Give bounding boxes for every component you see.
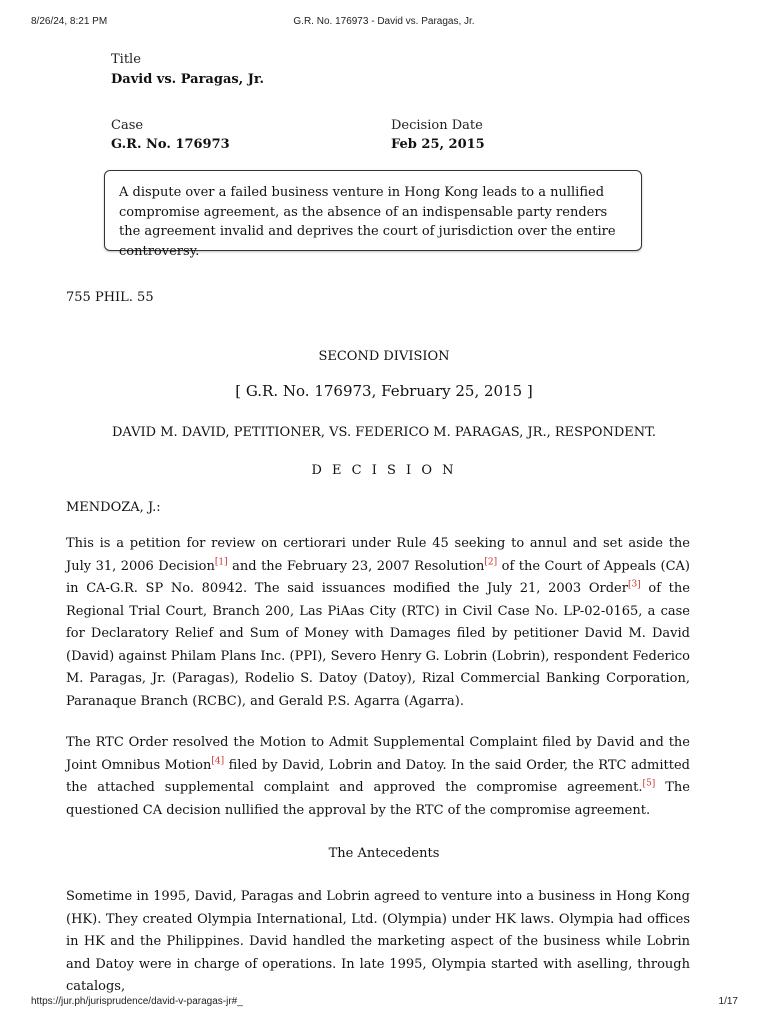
case-value: G.R. No. 176973 <box>111 137 230 152</box>
parties-heading: DAVID M. DAVID, PETITIONER, VS. FEDERICO M. PARAGAS, JR., RESPONDENT. <box>111 425 657 440</box>
footnote-link-5[interactable]: [ $^5$ ] <box>643 779 656 789</box>
paragraph-2: The RTC Order resolved the Motion to Admit Supplemental Complaint filed by David and the Joint Omnibus Motion[ $^4$ ] filed by David, Lobrin and Datoy. In the said Order, the RTC admitted the attached supplemental complaint and approved the compromise agreement.[ $^5$ ] The questioned CA decision nullified the approval by the RTC of the compromise agreement. <box>66 732 690 822</box>
gr-number-heading: [ G.R. No. 176973, February 25, 2015 ] <box>235 382 533 400</box>
print-datetime: 8/26/24, 8:21 PM <box>31 16 108 27</box>
paragraph-3: Sometime in 1995, David, Paragas and Lobrin agreed to venture into a business in Hong Kong (HK). They created Olympia International, Ltd. (Olympia) under HK laws. Olympia had offices in HK and the Philippines. David handled the marketing aspect of the business while Lobrin and Datoy were in charge of operations. In late 1995, Olympia started with aselling, through catalogs, <box>66 889 690 994</box>
phil-reference: 755 PHIL. 55 <box>66 290 154 305</box>
print-page-title: G.R. No. 176973 - David vs. Paragas, Jr. <box>293 16 475 27</box>
antecedents-heading: The Antecedents <box>328 846 440 861</box>
ponente: MENDOZA, J.: <box>66 500 161 515</box>
case-label: Case <box>111 118 144 133</box>
case-summary-box <box>104 170 642 259</box>
title-value: David vs. Paragas, Jr. <box>111 72 265 87</box>
footnote-link-1[interactable]: [ $^1$ ] <box>215 557 228 567</box>
decision-heading: D E C I S I O N <box>311 463 457 478</box>
print-url: https://jur.ph/jurisprudence/david-v-paragas-jr#_ <box>31 996 243 1007</box>
paragraph-1: This is a petition for review on certiorari under Rule 45 seeking to annul and set aside the July 31, 2006 Decision[ $^1$ ] and the February 23, 2007 Resolution[ $^2$ ] of the Court of Appeals (CA) in CA-G.R. SP No. 80942. The said issuances modified the July 21, 2003 Order[ $^3$ ] of the Regional Trial Court, Branch 200, Las PiAas City (RTC) in Civil Case No. LP-02-0165, a case for Declaratory Relief and Sum of Money with Damages filed by petitioner David M. David (David) against Philam Plans Inc. (PPI), Severo Henry G. Lobrin (Lobrin), respondent Federico M. Paragas, Jr. (Paragas), Rodelio S. Datoy (Datoy), Rizal Commercial Banking Corporation, Paranaque Branch (RCBC), and Gerald P.S. Agarra (Agarra). <box>66 533 690 713</box>
case-summary-text: A dispute over a failed business venture in Hong Kong leads to a nullified compromise agreement, as the absence of an indispensable party renders the agreement invalid and deprives the court of jurisdiction over the entire controversy. <box>119 185 616 259</box>
footnote-link-2[interactable]: [ $^2$ ] <box>484 557 497 567</box>
footnote-link-4[interactable]: [ $^4$ ] <box>211 756 224 766</box>
division-heading: SECOND DIVISION <box>318 349 450 364</box>
decision-date-value: Feb 25, 2015 <box>391 137 485 152</box>
decision-date-label: Decision Date <box>391 118 483 133</box>
footnote-link-3[interactable]: [ $^3$ ] <box>628 580 641 590</box>
print-page-number: 1/17 <box>718 996 738 1007</box>
title-label: Title <box>111 52 141 67</box>
